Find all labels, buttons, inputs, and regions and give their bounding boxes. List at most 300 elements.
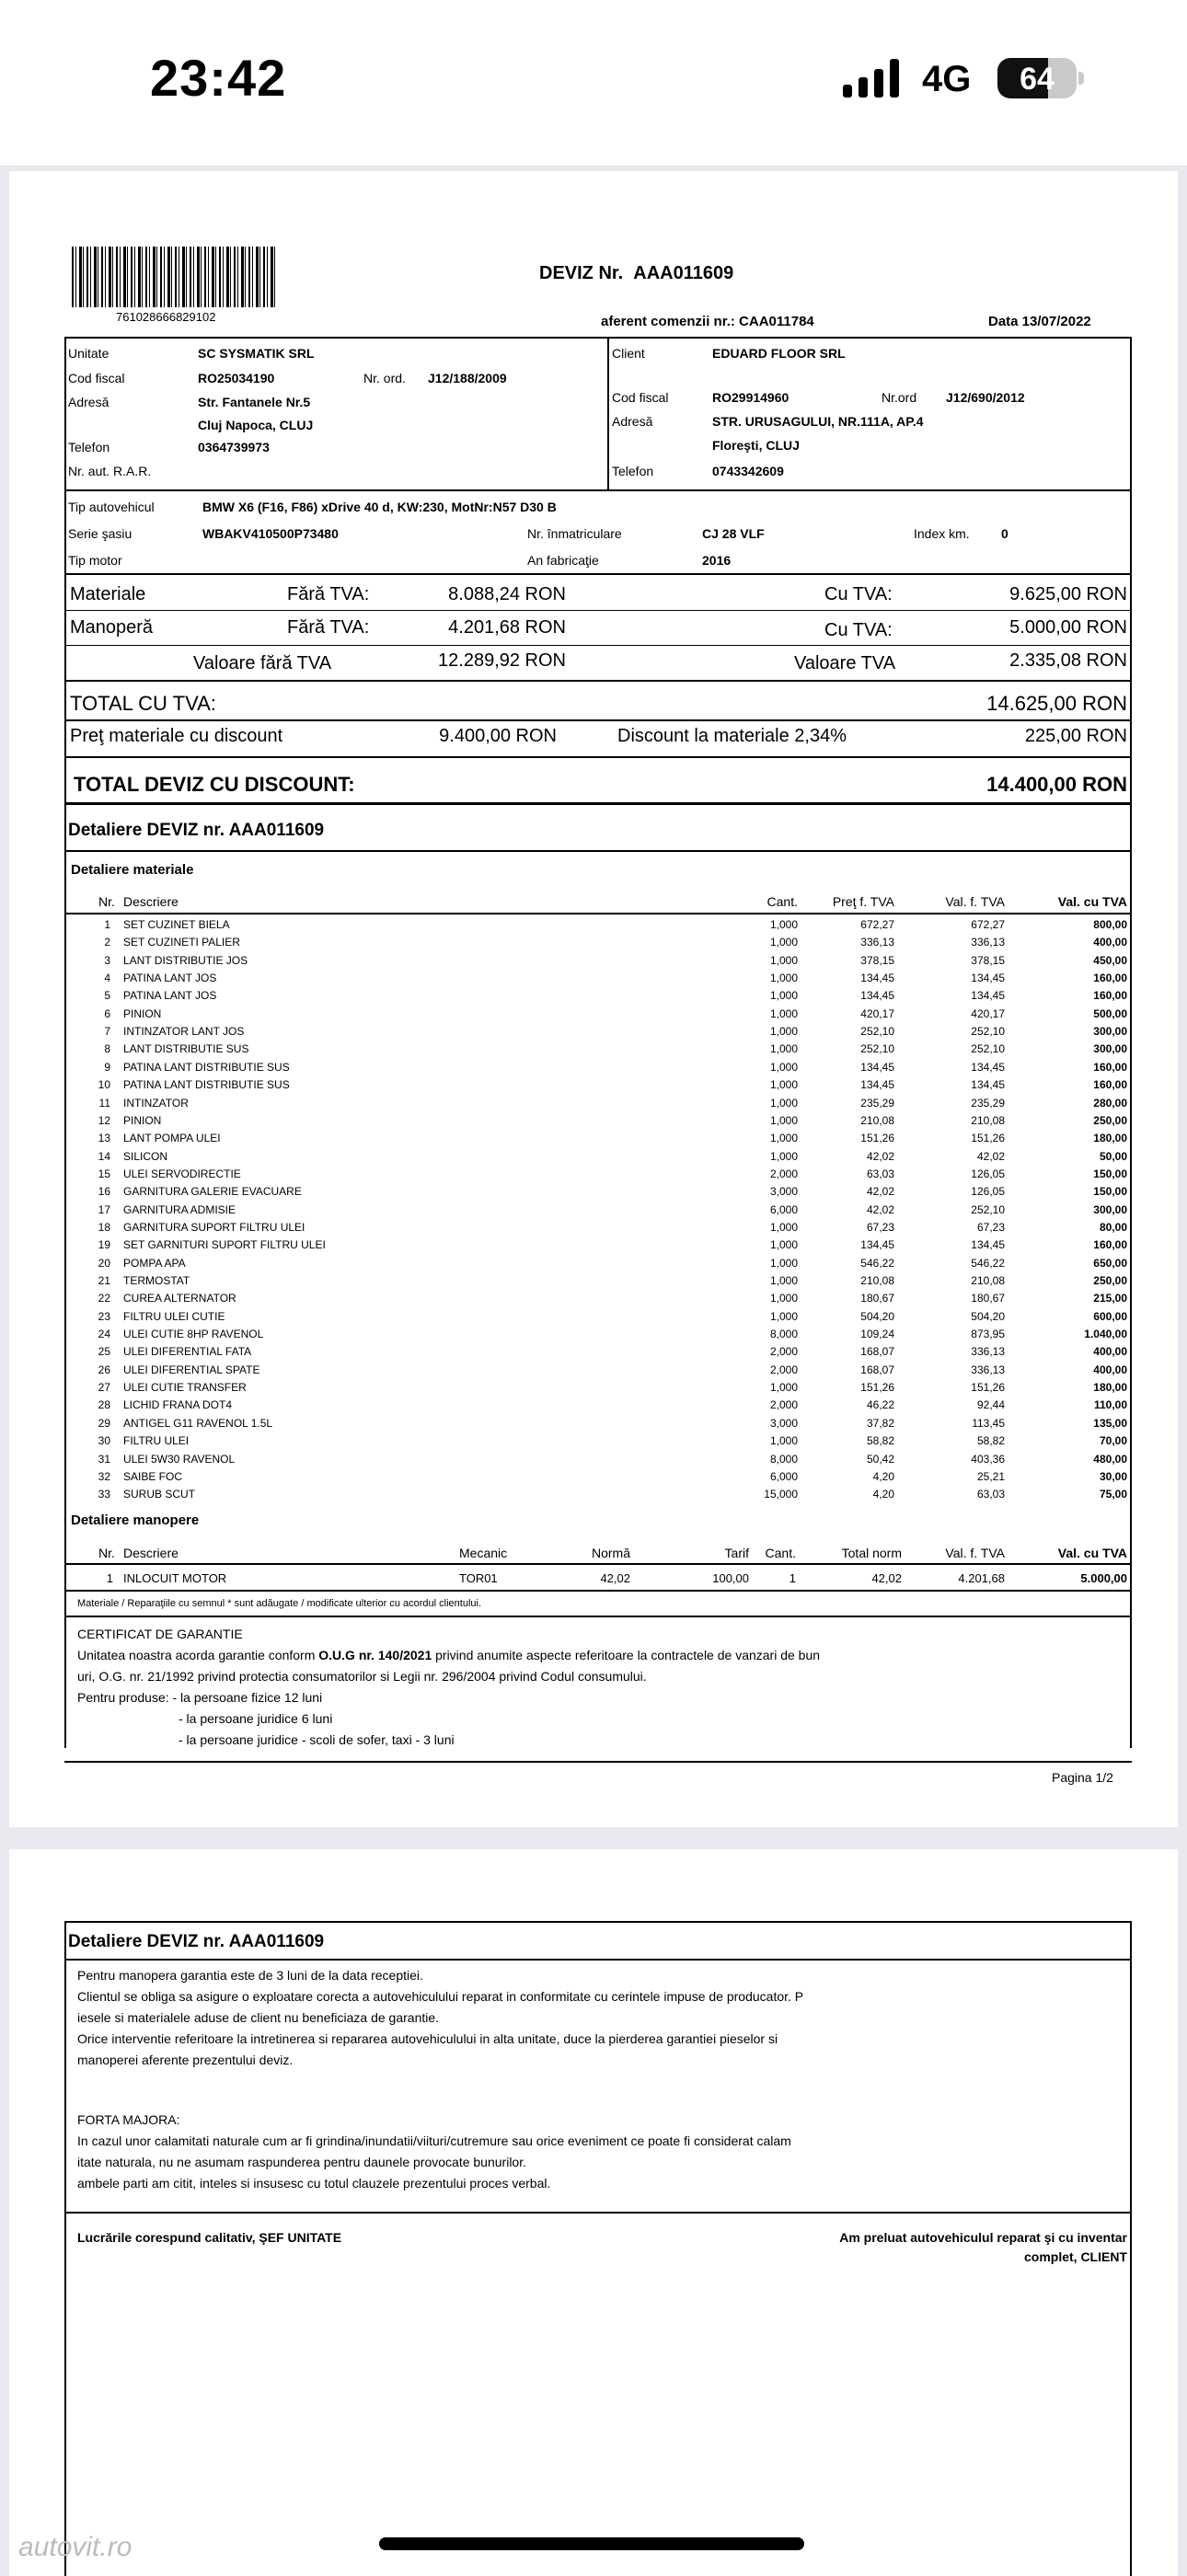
cell-nr: 5 bbox=[104, 989, 110, 1003]
cell-val-cu: 280,00 bbox=[1093, 1096, 1127, 1110]
label-fara-tva-man: Fără TVA: bbox=[287, 617, 370, 638]
cell-descriere: CUREA ALTERNATOR bbox=[123, 1292, 236, 1305]
cell-val-cu: 250,00 bbox=[1093, 1113, 1127, 1127]
cell-val-fara: 252,10 bbox=[971, 1025, 1005, 1039]
cell-nr: 6 bbox=[104, 1006, 110, 1020]
cell-descriere: LANT DISTRIBUTIE JOS bbox=[123, 953, 248, 967]
cell-descriere: ANTIGEL G11 RAVENOL 1.5L bbox=[123, 1416, 273, 1430]
lab-total: 42,02 bbox=[871, 1571, 902, 1585]
cell-pret: 378,15 bbox=[860, 953, 894, 967]
vehicle-plate: CJ 28 VLF bbox=[702, 526, 765, 541]
company-name: SC SYSMATIK SRL bbox=[198, 346, 315, 361]
label-total-cu-tva: TOTAL CU TVA: bbox=[70, 692, 216, 715]
label-materiale: Materiale bbox=[70, 584, 146, 604]
p2-title: Detaliere DEVIZ nr. AAA011609 bbox=[68, 1932, 325, 1951]
cell-pret: 546,22 bbox=[860, 1256, 894, 1270]
cell-val-cu: 150,00 bbox=[1093, 1167, 1127, 1180]
terms-line: itate naturala, nu ne asumam raspunderea pentru daunele provocate bunurilor. bbox=[77, 2155, 526, 2169]
label-serie-sasiu: Serie şasiu bbox=[68, 526, 133, 541]
label-valoare-tva: Valoare TVA bbox=[794, 653, 896, 673]
cell-nr: 26 bbox=[98, 1363, 110, 1376]
signature-right-line1: Am preluat autovehiculul reparat şi cu inventar bbox=[839, 2230, 1127, 2245]
table-row bbox=[9, 1292, 1178, 1309]
cell-pret: 134,45 bbox=[860, 1078, 894, 1092]
cell-nr: 11 bbox=[98, 1096, 110, 1110]
header-descriere: Descriere bbox=[123, 894, 179, 909]
cell-cant: 1,000 bbox=[769, 1238, 798, 1252]
footnote: Materiale / Reparaţiile cu semnul * sunt adăugate / modificate ulterior cu acordul clientului. bbox=[77, 1598, 482, 1609]
terms-line: Pentru manopera garantia este de 3 luni de la data receptiei. bbox=[77, 1968, 423, 1983]
cell-val-fara: 873,95 bbox=[971, 1328, 1005, 1341]
cell-val-cu: 50,00 bbox=[1099, 1149, 1127, 1163]
cell-descriere: LANT POMPA ULEI bbox=[123, 1132, 221, 1145]
cell-val-cu: 400,00 bbox=[1093, 1363, 1127, 1376]
cell-val-cu: 180,00 bbox=[1093, 1132, 1127, 1145]
cell-descriere: PATINA LANT DISTRIBUTIE SUS bbox=[123, 1078, 290, 1092]
document-page-2 bbox=[9, 1849, 1178, 2576]
cell-val-cu: 500,00 bbox=[1093, 1006, 1127, 1020]
cell-cant: 1,000 bbox=[769, 1274, 798, 1287]
label-valoare-fara-tva: Valoare fără TVA bbox=[193, 653, 332, 673]
label-cu-tva-mat: Cu TVA: bbox=[824, 584, 893, 604]
cell-pret: 134,45 bbox=[860, 972, 894, 985]
cell-descriere: FILTRU ULEI bbox=[123, 1434, 190, 1448]
cell-val-fara: 378,15 bbox=[971, 953, 1005, 967]
cell-descriere: FILTRU ULEI CUTIE bbox=[123, 1309, 225, 1323]
header-nr: Nr. bbox=[98, 894, 115, 909]
cell-nr: 20 bbox=[98, 1256, 110, 1270]
cell-nr: 1 bbox=[104, 918, 110, 931]
table-row bbox=[9, 936, 1178, 953]
header-val-cu: Val. cu TVA bbox=[1057, 894, 1127, 909]
table-row bbox=[9, 1132, 1178, 1149]
label-client-cod-fiscal: Cod fiscal bbox=[612, 390, 669, 405]
grand-total: 14.400,00 RON bbox=[986, 773, 1127, 796]
cell-pret: 336,13 bbox=[860, 936, 894, 949]
warranty-line1: Unitatea noastra acorda garantie conform O.U.G nr. 140/2021 privind anumite aspecte referitoare la contractele de vanzari de bun bbox=[77, 1648, 821, 1662]
client-reg-number: J12/690/2012 bbox=[946, 390, 1025, 405]
cell-val-fara: 134,45 bbox=[971, 989, 1005, 1003]
cell-pret: 134,45 bbox=[860, 1060, 894, 1074]
company-phone: 0364739973 bbox=[198, 440, 270, 454]
table-row bbox=[9, 1203, 1178, 1221]
label-tip-autovehicul: Tip autovehicul bbox=[68, 500, 155, 514]
cell-descriere: PATINA LANT JOS bbox=[123, 989, 217, 1003]
vehicle-vin: WBAKV410500P73480 bbox=[202, 526, 339, 541]
cell-val-cu: 160,00 bbox=[1093, 1238, 1127, 1252]
lab-valcu: 5.000,00 bbox=[1080, 1571, 1127, 1585]
watermark-logo: autovit.ro bbox=[18, 2532, 133, 2562]
cell-val-fara: 134,45 bbox=[971, 972, 1005, 985]
cell-nr: 14 bbox=[98, 1149, 110, 1163]
cell-nr: 19 bbox=[98, 1238, 110, 1252]
lab-tarif: 100,00 bbox=[712, 1571, 749, 1585]
status-bar bbox=[0, 0, 1187, 166]
table-row bbox=[9, 1345, 1178, 1363]
lab-cant: 1 bbox=[789, 1571, 796, 1585]
label-client: Client bbox=[612, 346, 645, 361]
cell-val-cu: 400,00 bbox=[1093, 936, 1127, 949]
lab-header-mecanic: Mecanic bbox=[459, 1546, 508, 1560]
cell-val-fara: 336,13 bbox=[971, 1345, 1005, 1359]
cell-val-cu: 160,00 bbox=[1093, 989, 1127, 1003]
cell-descriere: ULEI SERVODIRECTIE bbox=[123, 1167, 241, 1180]
total-vat: 2.335,08 RON bbox=[1009, 650, 1127, 671]
cell-pret: 180,67 bbox=[860, 1292, 894, 1305]
client-phone: 0743342609 bbox=[712, 464, 784, 478]
labour-net: 4.201,68 RON bbox=[448, 617, 566, 638]
cell-cant: 1,000 bbox=[769, 1309, 798, 1323]
cell-nr: 15 bbox=[98, 1167, 110, 1180]
cell-pret: 210,08 bbox=[860, 1113, 894, 1127]
cell-pret: 672,27 bbox=[860, 918, 894, 931]
label-cod-fiscal: Cod fiscal bbox=[68, 371, 125, 385]
cell-val-fara: 42,02 bbox=[976, 1149, 1005, 1163]
cell-pret: 151,26 bbox=[860, 1381, 894, 1395]
table-row bbox=[9, 972, 1178, 989]
cell-val-fara: 126,05 bbox=[971, 1185, 1005, 1199]
vehicle-km: 0 bbox=[1001, 526, 1008, 541]
cell-val-fara: 403,36 bbox=[971, 1452, 1005, 1466]
cell-pret: 504,20 bbox=[860, 1309, 894, 1323]
table-row bbox=[9, 1097, 1178, 1114]
cell-nr: 3 bbox=[104, 953, 110, 967]
table-row bbox=[9, 1310, 1178, 1328]
table-row bbox=[9, 1381, 1178, 1398]
cell-cant: 2,000 bbox=[769, 1398, 798, 1412]
cell-nr: 2 bbox=[104, 936, 110, 949]
table-row bbox=[9, 1257, 1178, 1274]
cell-descriere: ULEI 5W30 RAVENOL bbox=[123, 1452, 236, 1466]
cell-descriere: GARNITURA ADMISIE bbox=[123, 1202, 236, 1216]
cell-descriere: SET CUZINETI PALIER bbox=[123, 936, 240, 949]
barcode-number: 761028666829102 bbox=[116, 310, 216, 324]
cell-cant: 1,000 bbox=[769, 1434, 798, 1448]
cell-val-cu: 215,00 bbox=[1093, 1292, 1127, 1305]
cell-pret: 50,42 bbox=[866, 1452, 894, 1466]
cell-pret: 210,08 bbox=[860, 1274, 894, 1287]
materials-discounted: 9.400,00 RON bbox=[439, 726, 557, 746]
cell-val-fara: 134,45 bbox=[971, 1238, 1005, 1252]
cell-pret: 46,22 bbox=[866, 1398, 894, 1412]
lab-header-cant: Cant. bbox=[765, 1546, 796, 1560]
cell-val-cu: 400,00 bbox=[1093, 1345, 1127, 1359]
client-fiscal-code: RO29914960 bbox=[712, 390, 789, 405]
cell-nr: 10 bbox=[98, 1078, 110, 1092]
cell-descriere: ULEI CUTIE TRANSFER bbox=[123, 1381, 247, 1395]
label-total-discount: TOTAL DEVIZ CU DISCOUNT: bbox=[74, 773, 355, 796]
table-row bbox=[9, 1488, 1178, 1505]
detail-title: Detaliere DEVIZ nr. AAA011609 bbox=[68, 821, 325, 840]
cell-val-cu: 600,00 bbox=[1093, 1309, 1127, 1323]
table-row bbox=[9, 1025, 1178, 1042]
cell-pret: 4,20 bbox=[872, 1488, 894, 1501]
cell-pret: 420,17 bbox=[860, 1006, 894, 1020]
cell-val-fara: 63,03 bbox=[976, 1488, 1005, 1501]
table-row bbox=[9, 1238, 1178, 1256]
cell-val-fara: 210,08 bbox=[971, 1113, 1005, 1127]
cell-pret: 109,24 bbox=[860, 1328, 894, 1341]
cell-val-cu: 180,00 bbox=[1093, 1381, 1127, 1395]
label-nr-inmatriculare: Nr. înmatriculare bbox=[527, 526, 622, 541]
discount-value: 225,00 RON bbox=[1024, 726, 1127, 746]
table-row bbox=[9, 1221, 1178, 1238]
client-name: EDUARD FLOOR SRL bbox=[712, 346, 846, 361]
document-page-1 bbox=[9, 171, 1178, 1827]
cell-pret: 42,02 bbox=[866, 1149, 894, 1163]
table-row bbox=[9, 918, 1178, 936]
lab-nr: 1 bbox=[106, 1571, 113, 1585]
cell-cant: 1,000 bbox=[769, 1132, 798, 1145]
cell-cant: 6,000 bbox=[769, 1202, 798, 1216]
cell-descriere: LANT DISTRIBUTIE SUS bbox=[123, 1042, 249, 1056]
header-cant: Cant. bbox=[766, 894, 798, 909]
cell-nr: 33 bbox=[98, 1488, 110, 1501]
cell-descriere: INTINZATOR LANT JOS bbox=[123, 1025, 245, 1039]
cell-pret: 235,29 bbox=[860, 1096, 894, 1110]
company-reg-number: J12/188/2009 bbox=[428, 371, 507, 385]
header-val-fara: Val. f. TVA bbox=[945, 894, 1005, 909]
cell-val-cu: 250,00 bbox=[1093, 1274, 1127, 1287]
cell-pret: 252,10 bbox=[860, 1025, 894, 1039]
table-row bbox=[9, 1007, 1178, 1025]
table-row bbox=[9, 1167, 1178, 1185]
cell-descriere: INTINZATOR bbox=[123, 1096, 189, 1110]
cell-descriere: SAIBE FOC bbox=[123, 1469, 183, 1483]
table-row bbox=[9, 1398, 1178, 1416]
cell-cant: 2,000 bbox=[769, 1345, 798, 1359]
warranty-line4: - la persoane juridice 6 luni bbox=[179, 1711, 333, 1726]
cell-nr: 16 bbox=[98, 1185, 110, 1199]
lab-norma: 42,02 bbox=[600, 1571, 630, 1585]
cell-pret: 134,45 bbox=[860, 989, 894, 1003]
barcode-icon bbox=[72, 247, 278, 307]
terms-line: Clientul se obliga sa asigure o exploatare corecta a autovehiculului reparat in conformitate cu cerintele impuse de producator. P bbox=[77, 1989, 804, 2004]
table-row bbox=[9, 1061, 1178, 1078]
cell-val-cu: 160,00 bbox=[1093, 1060, 1127, 1074]
cell-nr: 27 bbox=[98, 1381, 110, 1395]
label-rar: Nr. aut. R.A.R. bbox=[68, 464, 152, 478]
cell-val-fara: 67,23 bbox=[976, 1220, 1005, 1234]
client-address-line1: STR. URUSAGULUI, NR.111A, AP.4 bbox=[712, 414, 924, 429]
cell-cant: 1,000 bbox=[769, 1078, 798, 1092]
table-row bbox=[9, 1453, 1178, 1470]
cell-cant: 1,000 bbox=[769, 1096, 798, 1110]
cell-pret: 252,10 bbox=[860, 1042, 894, 1056]
status-time: 23:42 bbox=[150, 49, 287, 107]
cell-descriere: ULEI DIFERENTIAL FATA bbox=[123, 1345, 252, 1359]
company-fiscal-code: RO25034190 bbox=[198, 371, 275, 385]
label-client-adresa: Adresă bbox=[612, 414, 653, 429]
cell-descriere: ULEI DIFERENTIAL SPATE bbox=[123, 1363, 260, 1376]
lab-desc: INLOCUIT MOTOR bbox=[123, 1571, 227, 1585]
cell-val-fara: 210,08 bbox=[971, 1274, 1005, 1287]
cell-pret: 168,07 bbox=[860, 1363, 894, 1376]
cell-val-fara: 672,27 bbox=[971, 918, 1005, 931]
cell-nr: 23 bbox=[98, 1309, 110, 1323]
label-pret-discount: Preţ materiale cu discount bbox=[70, 726, 283, 746]
cell-nr: 31 bbox=[98, 1452, 110, 1466]
cell-val-fara: 235,29 bbox=[971, 1096, 1005, 1110]
table-row bbox=[9, 1417, 1178, 1434]
network-type: 4G bbox=[922, 59, 972, 99]
lab-header-nr: Nr. bbox=[98, 1546, 115, 1560]
cell-cant: 1,000 bbox=[769, 1060, 798, 1074]
table-row bbox=[9, 954, 1178, 972]
cell-val-cu: 110,00 bbox=[1093, 1398, 1127, 1412]
cell-val-fara: 336,13 bbox=[971, 936, 1005, 949]
table-row bbox=[9, 1185, 1178, 1202]
cell-nr: 25 bbox=[98, 1345, 110, 1359]
cell-cant: 3,000 bbox=[769, 1185, 798, 1199]
label-tip-motor: Tip motor bbox=[68, 553, 122, 568]
cell-pret: 42,02 bbox=[866, 1185, 894, 1199]
label-client-telefon: Telefon bbox=[612, 464, 654, 478]
cell-cant: 1,000 bbox=[769, 918, 798, 931]
table-row bbox=[9, 1470, 1178, 1488]
cell-val-fara: 151,26 bbox=[971, 1132, 1005, 1145]
cell-val-fara: 546,22 bbox=[971, 1256, 1005, 1270]
cell-cant: 6,000 bbox=[769, 1469, 798, 1483]
cell-cant: 1,000 bbox=[769, 1292, 798, 1305]
cell-val-fara: 252,10 bbox=[971, 1042, 1005, 1056]
cell-nr: 8 bbox=[104, 1042, 110, 1056]
table-row bbox=[9, 989, 1178, 1006]
cell-descriere: GARNITURA SUPORT FILTRU ULEI bbox=[123, 1220, 305, 1234]
client-address-line2: Floreşti, CLUJ bbox=[712, 438, 800, 453]
cell-cant: 3,000 bbox=[769, 1416, 798, 1430]
cell-nr: 21 bbox=[98, 1274, 110, 1287]
label-index-km: Index km. bbox=[914, 526, 970, 541]
header-pret: Preţ f. TVA bbox=[832, 894, 894, 909]
label-an-fabricatie: An fabricaţie bbox=[527, 553, 599, 568]
lab-mecanic: TOR01 bbox=[459, 1571, 498, 1585]
label-cu-tva-man: Cu TVA: bbox=[824, 620, 893, 640]
terms-line: manoperei aferente prezentului deviz. bbox=[77, 2053, 294, 2067]
cell-nr: 32 bbox=[98, 1469, 110, 1483]
cell-pret: 42,02 bbox=[866, 1202, 894, 1216]
battery-level: 64 bbox=[1020, 62, 1054, 97]
cell-val-fara: 504,20 bbox=[971, 1309, 1005, 1323]
document-date: Data 13/07/2022 bbox=[988, 314, 1091, 329]
lab-header-norma: Normă bbox=[591, 1546, 630, 1560]
company-address-line2: Cluj Napoca, CLUJ bbox=[198, 418, 314, 432]
table-row bbox=[9, 1114, 1178, 1132]
battery-icon bbox=[997, 58, 1077, 98]
cell-val-fara: 134,45 bbox=[971, 1060, 1005, 1074]
cell-descriere: PATINA LANT DISTRIBUTIE SUS bbox=[123, 1060, 290, 1074]
cell-nr: 24 bbox=[98, 1328, 110, 1341]
cell-nr: 12 bbox=[98, 1113, 110, 1127]
cell-val-fara: 113,45 bbox=[972, 1416, 1005, 1430]
cell-descriere: PATINA LANT JOS bbox=[123, 972, 217, 985]
order-reference: aferent comenzii nr.: CAA011784 bbox=[601, 314, 814, 329]
table-row bbox=[9, 1042, 1178, 1060]
page-number: Pagina 1/2 bbox=[1052, 1770, 1113, 1785]
cell-pret: 4,20 bbox=[872, 1469, 894, 1483]
label-unitate: Unitate bbox=[68, 346, 109, 361]
cell-val-fara: 180,67 bbox=[971, 1292, 1005, 1305]
cell-pret: 151,26 bbox=[860, 1132, 894, 1145]
document-title: DEVIZ Nr. AAA011609 bbox=[539, 263, 734, 283]
table-row bbox=[9, 1150, 1178, 1167]
cell-descriere: PINION bbox=[123, 1006, 162, 1020]
terms-line: iesele si materialele aduse de client nu beneficiaza de garantie. bbox=[77, 2010, 440, 2025]
cell-cant: 1,000 bbox=[769, 1381, 798, 1395]
signature-left: Lucrările corespund calitativ, ŞEF UNITATE bbox=[77, 2230, 342, 2245]
cell-cant: 1,000 bbox=[769, 1042, 798, 1056]
cell-val-fara: 336,13 bbox=[971, 1363, 1005, 1376]
home-indicator[interactable] bbox=[379, 2537, 804, 2550]
cell-pret: 58,82 bbox=[866, 1434, 894, 1448]
cell-val-cu: 300,00 bbox=[1093, 1025, 1127, 1039]
label-client-nr-ord: Nr.ord bbox=[882, 390, 917, 405]
cell-cant: 1,000 bbox=[769, 936, 798, 949]
cell-pret: 63,03 bbox=[866, 1167, 894, 1180]
materials-net: 8.088,24 RON bbox=[448, 584, 566, 604]
warranty-title: CERTIFICAT DE GARANTIE bbox=[77, 1627, 243, 1641]
cell-val-cu: 75,00 bbox=[1099, 1488, 1127, 1501]
company-address-line1: Str. Fantanele Nr.5 bbox=[198, 395, 311, 409]
cell-val-cu: 450,00 bbox=[1093, 953, 1127, 967]
cell-cant: 8,000 bbox=[769, 1328, 798, 1341]
terms-line: Orice interventie referitoare la intretinerea si repararea autovehiculului in alta unitate, duce la pierderea garantiei pieselor si bbox=[77, 2031, 778, 2046]
label-fara-tva-mat: Fără TVA: bbox=[287, 584, 370, 604]
cell-descriere: SILICON bbox=[123, 1149, 168, 1163]
label-discount: Discount la materiale 2,34% bbox=[617, 726, 847, 746]
labour-title: Detaliere manopere bbox=[71, 1512, 200, 1528]
terms-line: ambele parti am citit, inteles si insusesc cu totul clauzele prezentului proces verbal. bbox=[77, 2176, 551, 2191]
lab-header-tarif: Tarif bbox=[724, 1546, 749, 1560]
cell-val-fara: 126,05 bbox=[971, 1167, 1005, 1180]
cell-descriere: SET GARNITURI SUPORT FILTRU ULEI bbox=[123, 1238, 326, 1252]
cell-pret: 37,82 bbox=[866, 1416, 894, 1430]
cell-descriere: LICHID FRANA DOT4 bbox=[123, 1398, 233, 1412]
cell-nr: 4 bbox=[104, 972, 110, 985]
lab-header-total: Total norm bbox=[841, 1546, 902, 1560]
cell-val-cu: 135,00 bbox=[1093, 1416, 1127, 1430]
terms-line: In cazul unor calamitati naturale cum ar fi grindina/inundatii/viituri/cutremure sau orice eveniment ce poate fi considerat calam bbox=[77, 2133, 791, 2148]
label-nr-ord: Nr. ord. bbox=[363, 371, 406, 385]
cell-val-fara: 252,10 bbox=[971, 1202, 1005, 1216]
cell-pret: 67,23 bbox=[866, 1220, 894, 1234]
cell-val-cu: 480,00 bbox=[1093, 1452, 1127, 1466]
cell-val-fara: 151,26 bbox=[971, 1381, 1005, 1395]
cell-val-cu: 800,00 bbox=[1093, 918, 1127, 931]
cell-nr: 7 bbox=[104, 1025, 110, 1039]
cell-cant: 2,000 bbox=[769, 1363, 798, 1376]
cell-cant: 1,000 bbox=[769, 972, 798, 985]
cell-val-fara: 92,44 bbox=[976, 1398, 1005, 1412]
lab-header-val-fara: Val. f. TVA bbox=[945, 1546, 1005, 1560]
cell-cant: 1,000 bbox=[769, 1220, 798, 1234]
cell-val-cu: 30,00 bbox=[1099, 1469, 1127, 1483]
cell-val-cu: 650,00 bbox=[1093, 1256, 1127, 1270]
total-with-vat: 14.625,00 RON bbox=[986, 692, 1127, 715]
vehicle-year: 2016 bbox=[702, 553, 732, 568]
cell-val-cu: 80,00 bbox=[1099, 1220, 1127, 1234]
cell-val-cu: 300,00 bbox=[1093, 1202, 1127, 1216]
cell-val-fara: 25,21 bbox=[976, 1469, 1005, 1483]
cell-val-cu: 300,00 bbox=[1093, 1042, 1127, 1056]
cell-val-cu: 150,00 bbox=[1093, 1185, 1127, 1199]
cell-val-fara: 58,82 bbox=[976, 1434, 1005, 1448]
cell-cant: 1,000 bbox=[769, 989, 798, 1003]
cell-cant: 1,000 bbox=[769, 1006, 798, 1020]
cell-cant: 8,000 bbox=[769, 1452, 798, 1466]
cell-cant: 15,000 bbox=[764, 1488, 798, 1501]
labour-gross: 5.000,00 RON bbox=[1009, 617, 1127, 638]
